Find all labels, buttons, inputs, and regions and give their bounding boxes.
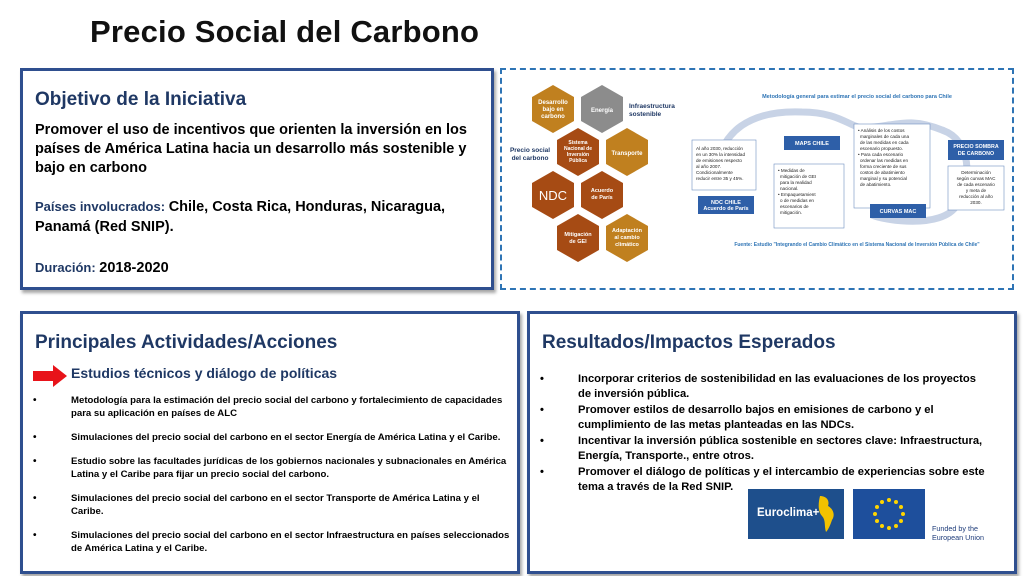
paises-value: Chile, Costa Rica, Honduras, Nicaragua, Panamá (Red SNIP). <box>35 199 446 235</box>
list-item: • Estudio sobre las facultades jurídicas de los gobiernos nacionales y subnacionales en América Latina y el Caribe para fijar un precio social del carbono. <box>33 455 513 481</box>
maps-items <box>774 164 844 228</box>
curvas-mac-label: CURVAS MAC <box>879 209 917 215</box>
hex-desarrollo-label: Desarrollo bajo en carbono <box>538 100 568 120</box>
funded-by-eu-text: Funded by the European Union <box>932 524 984 542</box>
svg-text:• Análisis de los costosmargin: • Análisis de los costos marginales de cada una de las medidas en cada escenario propuesto. • Para cada escenario ordenar las medidas en forma creciente de sus costos de abatimiento marginal y su potencial de abatimiento. <box>858 128 910 187</box>
actividades-list <box>33 394 513 566</box>
svg-text:• Medidas demitigación de GEIp: • Medidas de mitigación de GEI para la realidad nacional. • Empaquetamient o de medidas en escenarios de mitigación. <box>778 168 817 215</box>
hex-infra-label: Infraestructura sostenible <box>629 103 675 118</box>
objetivo-heading: Objetivo de la Iniciativa <box>35 89 247 110</box>
hex-ndc-label: NDC <box>538 188 568 203</box>
eu-stars-icon <box>853 489 925 539</box>
red-arrow-icon <box>33 365 67 387</box>
list-item: • Simulaciones del precio social del carbono en el sector Infraestructura en países seleccionados de América Latina y el Caribe. <box>33 529 513 555</box>
duracion-label: Duración: <box>35 260 96 275</box>
hex-snip-label: Sistema Nacional de Inversión Pública <box>563 140 593 164</box>
euroclima-logo <box>748 489 844 539</box>
list-item: • Metodología para la estimación del precio social del carbono y fortalecimiento de capacidades para su aplicación en países de ALC <box>33 394 513 420</box>
ndc-chile-box-label: NDC CHILE Acuerdo de París <box>703 200 749 212</box>
page-title: Precio Social del Carbono <box>90 14 480 49</box>
list-item: • Incorporar criterios de sostenibilidad en las evaluaciones de los proyectos de inversión pública. <box>540 372 990 402</box>
diagram-svg <box>502 70 1012 288</box>
duracion <box>35 260 169 276</box>
metodologia-title: Metodología general para estimar el precio social del carbono para Chile <box>762 94 952 100</box>
svg-text:Determinaciónsegún curvas MACd: Determinación según curvas MAC de cada escenario y meta de reducción al año 2030. <box>956 170 996 205</box>
america-map-icon <box>816 494 838 534</box>
euroclima-logo-text: Euroclima+ <box>757 507 820 519</box>
diagram-panel <box>500 68 1014 290</box>
resultados-heading: Resultados/Impactos Esperados <box>542 332 836 353</box>
list-item: • Simulaciones del precio social del carbono en el sector Transporte de América Latina y el Caribe. <box>33 492 513 518</box>
actividades-subheading: Estudios técnicos y diálogo de políticas <box>71 365 338 381</box>
objetivo-text: Promover el uso de incentivos que orienten la inversión en los países de América Latina hacia un desarrollo más sostenible y bajo en carbono <box>35 122 467 176</box>
hex-mitigacion <box>557 214 599 262</box>
list-item: • Incentivar la inversión pública sostenible en sectores clave: Infraestructura, Energía, Transporte., entre otros. <box>540 434 990 464</box>
resultados-panel <box>527 311 1017 574</box>
hex-adaptacion-label: Adaptación al cambio climático <box>612 228 642 248</box>
hex-mitigacion-label: Mitigación de GEI <box>564 232 592 245</box>
list-item: • Simulaciones del precio social del carbono en el sector Energía de América Latina y el Caribe. <box>33 431 513 444</box>
svg-text:Al año 2030, reducciónen un 30: Al año 2030, reducción en un 30% la intensidad de emisiones respecto al año 2007. Condicionalmente reducir entre 35 y 45%. <box>696 146 746 181</box>
maps-chile-label: MAPS CHILE <box>795 141 829 147</box>
hex-precio-label: Precio social del carbono <box>509 147 551 162</box>
eu-flag-logo <box>853 489 925 539</box>
curvas-items <box>854 124 930 208</box>
hex-energia-label: Energía <box>590 108 614 114</box>
hex-transporte-label: Transporte <box>611 151 643 157</box>
actividades-heading: Principales Actividades/Acciones <box>35 332 338 353</box>
ndc-chile-text <box>692 140 756 190</box>
duracion-value: 2018-2020 <box>99 260 169 276</box>
list-item: • Promover el diálogo de políticas y el intercambio de experiencias sobre este tema a través de la Red SNIP. <box>540 465 990 495</box>
objetivo-panel <box>20 68 494 290</box>
list-item: • Promover estilos de desarrollo bajos en emisiones de carbono y el cumplimiento de las metas planteadas en las NDCs. <box>540 403 990 433</box>
precio-sombra-text <box>948 166 1004 210</box>
paises-involucrados <box>35 197 485 237</box>
precio-sombra-label: PRECIO SOMBRA DE CARBONO <box>953 144 999 157</box>
resultados-list <box>540 372 990 496</box>
paises-label: Países involucrados: <box>35 199 166 214</box>
fuente-note: Fuente: Estudio "Integrando el Cambio Climático en el Sistema Nacional de Inversión Pública de Chile" <box>734 242 980 248</box>
actividades-panel <box>20 311 520 574</box>
hex-paris-label: Acuerdo de París <box>590 188 614 201</box>
precio-sombra-box <box>948 140 1004 160</box>
